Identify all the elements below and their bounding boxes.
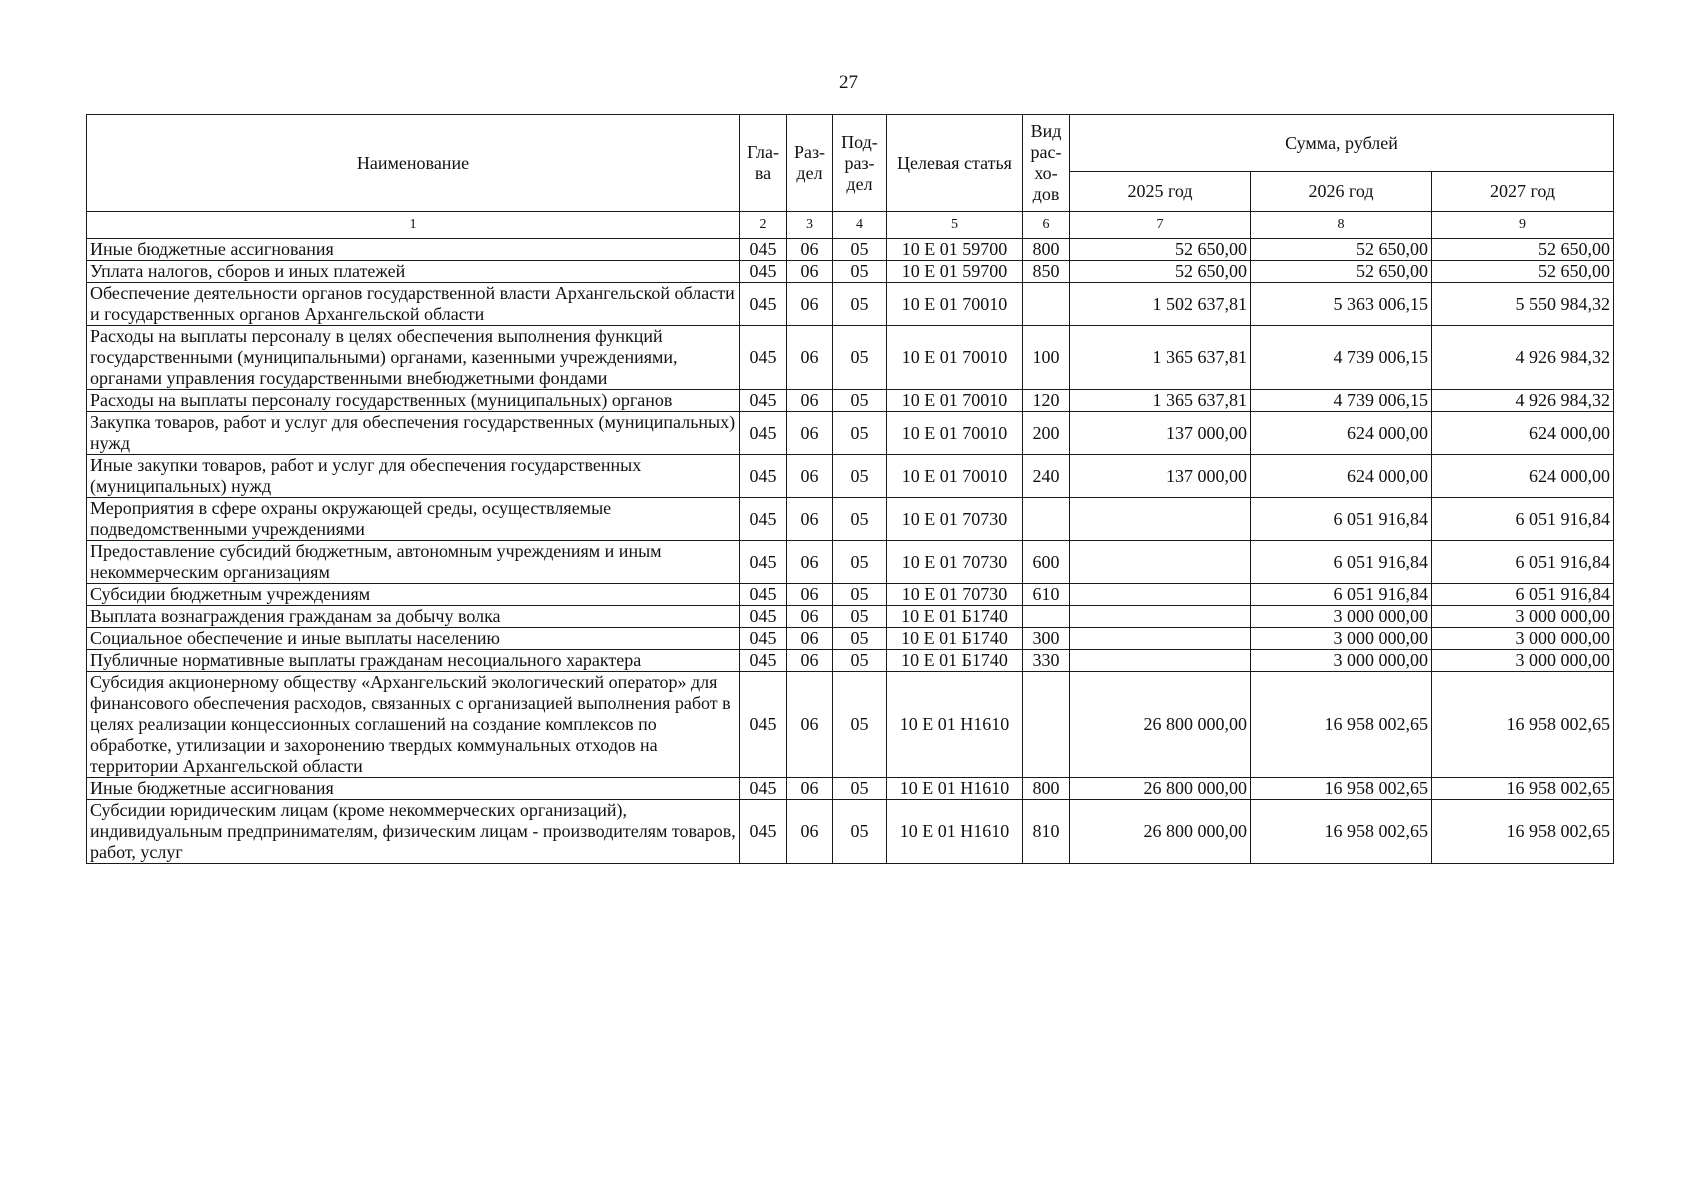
- row-sum-2025: 1 365 637,81: [1070, 390, 1251, 412]
- table-row: [87, 455, 1614, 498]
- row-section: 06: [787, 778, 833, 800]
- row-chapter: 045: [740, 672, 787, 778]
- header-year-2025: 2025 год: [1070, 172, 1251, 212]
- row-chapter: 045: [740, 283, 787, 326]
- row-subsection: 05: [833, 455, 887, 498]
- row-sum-2027: 4 926 984,32: [1432, 326, 1614, 390]
- table-row: [87, 628, 1614, 650]
- row-sum-2026: 6 051 916,84: [1251, 584, 1432, 606]
- row-expense-type: 120: [1023, 390, 1070, 412]
- row-name: Иные бюджетные ассигнования: [87, 239, 740, 261]
- column-number-row: [87, 212, 1614, 239]
- row-sum-2025: 52 650,00: [1070, 239, 1251, 261]
- column-number: 3: [787, 212, 833, 239]
- row-sum-2026: 4 739 006,15: [1251, 326, 1432, 390]
- row-chapter: 045: [740, 455, 787, 498]
- row-sum-2027: 624 000,00: [1432, 412, 1614, 455]
- row-subsection: 05: [833, 778, 887, 800]
- row-target-article: 10 Е 01 Б1740: [887, 628, 1023, 650]
- header-year-2027: 2027 год: [1432, 172, 1614, 212]
- header-subsection: Под-раз-дел: [833, 115, 887, 212]
- row-expense-type: 810: [1023, 800, 1070, 864]
- row-subsection: 05: [833, 326, 887, 390]
- row-sum-2027: 5 550 984,32: [1432, 283, 1614, 326]
- row-subsection: 05: [833, 628, 887, 650]
- row-sum-2027: 3 000 000,00: [1432, 606, 1614, 628]
- table-row: [87, 326, 1614, 390]
- row-expense-type: [1023, 283, 1070, 326]
- row-subsection: 05: [833, 283, 887, 326]
- row-chapter: 045: [740, 628, 787, 650]
- row-name: Расходы на выплаты персоналу государственных (муниципальных) органов: [87, 390, 740, 412]
- row-target-article: 10 Е 01 70010: [887, 283, 1023, 326]
- row-expense-type: [1023, 606, 1070, 628]
- header-chapter: Гла-ва: [740, 115, 787, 212]
- row-sum-2027: 3 000 000,00: [1432, 650, 1614, 672]
- row-name: Выплата вознаграждения гражданам за добычу волка: [87, 606, 740, 628]
- row-sum-2025: 26 800 000,00: [1070, 672, 1251, 778]
- row-chapter: 045: [740, 390, 787, 412]
- row-target-article: 10 Е 01 70730: [887, 498, 1023, 541]
- table-row: [87, 778, 1614, 800]
- row-chapter: 045: [740, 541, 787, 584]
- row-chapter: 045: [740, 800, 787, 864]
- row-sum-2026: 6 051 916,84: [1251, 541, 1432, 584]
- table-row: [87, 283, 1614, 326]
- table-body: [87, 239, 1614, 864]
- row-sum-2027: 16 958 002,65: [1432, 672, 1614, 778]
- table-row: [87, 606, 1614, 628]
- row-sum-2025: [1070, 628, 1251, 650]
- table-row: [87, 650, 1614, 672]
- row-name: Иные закупки товаров, работ и услуг для обеспечения государственных (муниципальных) нужд: [87, 455, 740, 498]
- row-sum-2026: 52 650,00: [1251, 239, 1432, 261]
- row-name: Закупка товаров, работ и услуг для обеспечения государственных (муниципальных) нужд: [87, 412, 740, 455]
- row-name: Социальное обеспечение и иные выплаты населению: [87, 628, 740, 650]
- row-expense-type: [1023, 672, 1070, 778]
- row-sum-2026: 4 739 006,15: [1251, 390, 1432, 412]
- row-expense-type: 240: [1023, 455, 1070, 498]
- row-sum-2027: 624 000,00: [1432, 455, 1614, 498]
- row-sum-2027: 52 650,00: [1432, 261, 1614, 283]
- row-section: 06: [787, 606, 833, 628]
- row-subsection: 05: [833, 584, 887, 606]
- row-subsection: 05: [833, 672, 887, 778]
- row-subsection: 05: [833, 606, 887, 628]
- column-number: 4: [833, 212, 887, 239]
- row-expense-type: [1023, 498, 1070, 541]
- header-sum-group: Сумма, рублей: [1070, 115, 1614, 172]
- row-sum-2025: 1 502 637,81: [1070, 283, 1251, 326]
- row-section: 06: [787, 584, 833, 606]
- header-name: Наименование: [87, 115, 740, 212]
- row-sum-2026: 52 650,00: [1251, 261, 1432, 283]
- row-sum-2027: 6 051 916,84: [1432, 584, 1614, 606]
- table-row: [87, 498, 1614, 541]
- row-section: 06: [787, 326, 833, 390]
- row-section: 06: [787, 239, 833, 261]
- header-year-2026: 2026 год: [1251, 172, 1432, 212]
- row-expense-type: 100: [1023, 326, 1070, 390]
- row-subsection: 05: [833, 498, 887, 541]
- row-target-article: 10 Е 01 59700: [887, 261, 1023, 283]
- row-sum-2025: 137 000,00: [1070, 455, 1251, 498]
- row-sum-2026: 624 000,00: [1251, 455, 1432, 498]
- row-subsection: 05: [833, 800, 887, 864]
- column-number: 8: [1251, 212, 1432, 239]
- row-name: Субсидии бюджетным учреждениям: [87, 584, 740, 606]
- row-expense-type: 850: [1023, 261, 1070, 283]
- row-chapter: 045: [740, 498, 787, 541]
- row-target-article: 10 Е 01 Б1740: [887, 650, 1023, 672]
- budget-table: [86, 114, 1614, 864]
- row-sum-2025: [1070, 584, 1251, 606]
- row-subsection: 05: [833, 650, 887, 672]
- table-row: [87, 584, 1614, 606]
- table-row: [87, 800, 1614, 864]
- column-number: 6: [1023, 212, 1070, 239]
- column-number: 5: [887, 212, 1023, 239]
- row-target-article: 10 Е 01 Н1610: [887, 800, 1023, 864]
- row-target-article: 10 Е 01 70010: [887, 390, 1023, 412]
- row-expense-type: 600: [1023, 541, 1070, 584]
- row-target-article: 10 Е 01 70730: [887, 541, 1023, 584]
- row-sum-2025: [1070, 606, 1251, 628]
- row-chapter: 045: [740, 650, 787, 672]
- row-chapter: 045: [740, 261, 787, 283]
- row-section: 06: [787, 672, 833, 778]
- table-row: [87, 412, 1614, 455]
- row-sum-2027: 3 000 000,00: [1432, 628, 1614, 650]
- header-section: Раз-дел: [787, 115, 833, 212]
- row-sum-2025: 26 800 000,00: [1070, 800, 1251, 864]
- row-subsection: 05: [833, 261, 887, 283]
- row-section: 06: [787, 800, 833, 864]
- row-name: Субсидия акционерному обществу «Архангельский экологический оператор» для финансового обеспечения расходов, связанных с организацией выполнения работ в целях реализации концессионных соглашений на создание комплексов по обработке, утилизации и захоронению твердых коммунальных отходов на территории Архангельской области: [87, 672, 740, 778]
- column-number: 2: [740, 212, 787, 239]
- row-name: Обеспечение деятельности органов государственной власти Архангельской области и государственных органов Архангельской области: [87, 283, 740, 326]
- row-sum-2027: 16 958 002,65: [1432, 778, 1614, 800]
- row-target-article: 10 Е 01 Б1740: [887, 606, 1023, 628]
- row-sum-2027: 6 051 916,84: [1432, 498, 1614, 541]
- row-target-article: 10 Е 01 70010: [887, 412, 1023, 455]
- row-expense-type: 300: [1023, 628, 1070, 650]
- row-chapter: 045: [740, 326, 787, 390]
- row-expense-type: 800: [1023, 239, 1070, 261]
- column-number: 7: [1070, 212, 1251, 239]
- row-target-article: 10 Е 01 Н1610: [887, 672, 1023, 778]
- row-target-article: 10 Е 01 70010: [887, 455, 1023, 498]
- row-name: Расходы на выплаты персоналу в целях обеспечения выполнения функций государственными (муниципальными) органами, казенными учреждениями, органами управления государственными внебюджетными фондами: [87, 326, 740, 390]
- row-name: Субсидии юридическим лицам (кроме некоммерческих организаций), индивидуальным предпринимателям, физическим лицам - производителям товаров, работ, услуг: [87, 800, 740, 864]
- header-target-article: Целевая статья: [887, 115, 1023, 212]
- header-expense-type: Вид рас-хо-дов: [1023, 115, 1070, 212]
- row-sum-2025: [1070, 650, 1251, 672]
- row-sum-2025: [1070, 498, 1251, 541]
- row-sum-2027: 16 958 002,65: [1432, 800, 1614, 864]
- row-name: Уплата налогов, сборов и иных платежей: [87, 261, 740, 283]
- row-section: 06: [787, 541, 833, 584]
- row-expense-type: 800: [1023, 778, 1070, 800]
- table-row: [87, 261, 1614, 283]
- table-row: [87, 672, 1614, 778]
- row-sum-2026: 6 051 916,84: [1251, 498, 1432, 541]
- row-subsection: 05: [833, 541, 887, 584]
- row-section: 06: [787, 498, 833, 541]
- row-sum-2026: 3 000 000,00: [1251, 628, 1432, 650]
- row-target-article: 10 Е 01 70010: [887, 326, 1023, 390]
- row-sum-2025: 1 365 637,81: [1070, 326, 1251, 390]
- row-name: Публичные нормативные выплаты гражданам несоциального характера: [87, 650, 740, 672]
- row-target-article: 10 Е 01 59700: [887, 239, 1023, 261]
- page-number: 27: [839, 72, 858, 93]
- column-number: 9: [1432, 212, 1614, 239]
- row-expense-type: 200: [1023, 412, 1070, 455]
- row-sum-2026: 5 363 006,15: [1251, 283, 1432, 326]
- row-subsection: 05: [833, 390, 887, 412]
- row-sum-2025: 52 650,00: [1070, 261, 1251, 283]
- row-sum-2026: 3 000 000,00: [1251, 606, 1432, 628]
- row-sum-2026: 16 958 002,65: [1251, 800, 1432, 864]
- row-subsection: 05: [833, 412, 887, 455]
- row-section: 06: [787, 261, 833, 283]
- row-section: 06: [787, 650, 833, 672]
- row-expense-type: 610: [1023, 584, 1070, 606]
- row-section: 06: [787, 390, 833, 412]
- column-number: 1: [87, 212, 740, 239]
- row-sum-2026: 3 000 000,00: [1251, 650, 1432, 672]
- row-chapter: 045: [740, 239, 787, 261]
- row-section: 06: [787, 455, 833, 498]
- row-subsection: 05: [833, 239, 887, 261]
- row-sum-2027: 52 650,00: [1432, 239, 1614, 261]
- row-sum-2027: 6 051 916,84: [1432, 541, 1614, 584]
- row-name: Мероприятия в сфере охраны окружающей среды, осуществляемые подведомственными учреждениями: [87, 498, 740, 541]
- row-section: 06: [787, 628, 833, 650]
- row-sum-2026: 624 000,00: [1251, 412, 1432, 455]
- row-target-article: 10 Е 01 70730: [887, 584, 1023, 606]
- row-chapter: 045: [740, 412, 787, 455]
- row-chapter: 045: [740, 606, 787, 628]
- row-chapter: 045: [740, 778, 787, 800]
- row-section: 06: [787, 412, 833, 455]
- row-target-article: 10 Е 01 Н1610: [887, 778, 1023, 800]
- row-sum-2026: 16 958 002,65: [1251, 672, 1432, 778]
- row-name: Иные бюджетные ассигнования: [87, 778, 740, 800]
- table-row: [87, 390, 1614, 412]
- row-sum-2025: 137 000,00: [1070, 412, 1251, 455]
- row-name: Предоставление субсидий бюджетным, автономным учреждениям и иным некоммерческим организациям: [87, 541, 740, 584]
- row-sum-2027: 4 926 984,32: [1432, 390, 1614, 412]
- row-sum-2025: 26 800 000,00: [1070, 778, 1251, 800]
- row-sum-2026: 16 958 002,65: [1251, 778, 1432, 800]
- table-row: [87, 239, 1614, 261]
- row-chapter: 045: [740, 584, 787, 606]
- row-sum-2025: [1070, 541, 1251, 584]
- row-expense-type: 330: [1023, 650, 1070, 672]
- table-row: [87, 541, 1614, 584]
- row-section: 06: [787, 283, 833, 326]
